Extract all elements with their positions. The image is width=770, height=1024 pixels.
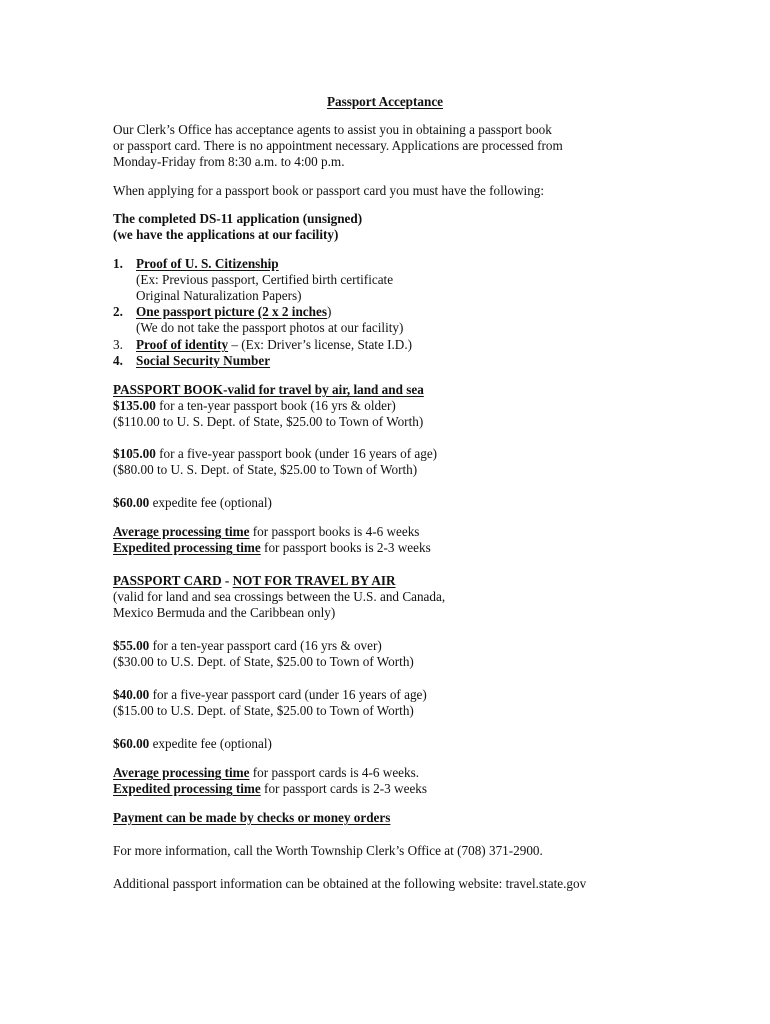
processing-label: Average processing time (113, 765, 250, 780)
price: $55.00 (113, 638, 150, 653)
card-description-1: (valid for land and sea crossings between the U.S. and Canada, (113, 589, 446, 604)
book-expedite-fee (113, 495, 272, 512)
book-heading: PASSPORT BOOK-valid for travel by air, land and sea (113, 382, 424, 397)
card-heading-separator: - (221, 573, 233, 588)
fee-description: for a ten-year passport book (16 yrs & older) (155, 398, 396, 413)
requirement-number: 1. (113, 256, 123, 271)
book-ten-year-fee (113, 398, 396, 415)
price: $60.00 (113, 495, 150, 510)
book-average-processing (113, 524, 419, 541)
intro-line-3: Monday-Friday from 8:30 a.m. to 4:00 p.m. (113, 154, 345, 169)
card-five-year-split: ($15.00 to U.S. Dept. of State, $25.00 to Town of Worth) (113, 703, 414, 718)
fee-description: for a five-year passport card (under 16 years of age) (149, 687, 427, 702)
fee-description: for a ten-year passport card (16 yrs & over) (149, 638, 382, 653)
requirement-1-note-2: Original Naturalization Papers) (136, 288, 302, 303)
book-five-year-split: ($80.00 to U. S. Dept. of State, $25.00 to Town of Worth) (113, 462, 418, 477)
card-expedite-fee (113, 736, 272, 753)
card-five-year-fee (113, 687, 427, 704)
book-ten-year-split: ($110.00 to U. S. Dept. of State, $25.00 to Town of Worth) (113, 414, 424, 429)
processing-label: Average processing time (113, 524, 250, 539)
card-average-processing (113, 765, 419, 782)
requirement-label: Social Security Number (136, 353, 271, 368)
card-heading-warning: NOT FOR TRAVEL BY AIR (232, 573, 396, 588)
processing-label: Expedited processing time (113, 781, 261, 796)
requirement-item-1 (113, 256, 279, 273)
requirement-1-note-1: (Ex: Previous passport, Certified birth certificate (136, 272, 394, 287)
book-expedited-processing (113, 540, 431, 557)
processing-description: for passport books is 4-6 weeks (249, 524, 420, 539)
page-title: Passport Acceptance (326, 94, 444, 109)
price: $40.00 (113, 687, 150, 702)
requirement-number: 4. (113, 353, 123, 368)
intro-line-2: or passport card. There is no appointment necessary. Applications are processed from (113, 138, 563, 153)
book-five-year-fee (113, 446, 437, 463)
processing-description: for passport cards is 2-3 weeks (260, 781, 428, 796)
requirement-item-2 (113, 304, 331, 321)
card-expedited-processing (113, 781, 427, 798)
requirement-label: One passport picture (2 x 2 inches (136, 304, 327, 319)
requirement-item-3 (113, 337, 412, 354)
requirement-suffix: ) (326, 304, 332, 319)
payment-note: Payment can be made by checks or money orders (113, 810, 391, 825)
requirement-number: 3. (113, 337, 123, 352)
fee-description: for a five-year passport book (under 16 years of age) (155, 446, 438, 461)
requirement-label: Proof of identity (136, 337, 229, 352)
requirement-label: Proof of U. S. Citizenship (136, 256, 279, 271)
requirement-suffix: – (Ex: Driver’s license, State I.D.) (228, 337, 413, 352)
processing-label: Expedited processing time (113, 540, 261, 555)
processing-description: for passport cards is 4-6 weeks. (249, 765, 420, 780)
price: $60.00 (113, 736, 150, 751)
processing-description: for passport books is 2-3 weeks (260, 540, 431, 555)
contact-info: For more information, call the Worth Township Clerk’s Office at (708) 371-2900. (113, 843, 543, 858)
price: $135.00 (113, 398, 156, 413)
requirement-number: 2. (113, 304, 123, 319)
card-heading (113, 573, 396, 590)
requirement-item-4 (113, 353, 270, 370)
intro-line-1: Our Clerk’s Office has acceptance agents to assist you in obtaining a passport book (113, 122, 552, 137)
requirements-intro: When applying for a passport book or passport card you must have the following: (113, 183, 545, 198)
card-ten-year-split: ($30.00 to U.S. Dept. of State, $25.00 to Town of Worth) (113, 654, 414, 669)
card-ten-year-fee (113, 638, 382, 655)
card-description-2: Mexico Bermuda and the Caribbean only) (113, 605, 336, 620)
requirement-2-note-1: (We do not take the passport photos at our facility) (136, 320, 404, 335)
website-info: Additional passport information can be obtained at the following website: travel.state.gov (113, 876, 587, 891)
price: $105.00 (113, 446, 156, 461)
fee-description: expedite fee (optional) (149, 495, 272, 510)
application-line-1: The completed DS-11 application (unsigned) (113, 211, 363, 226)
card-heading-title: PASSPORT CARD (113, 573, 222, 588)
application-line-2: (we have the applications at our facility) (113, 227, 339, 242)
fee-description: expedite fee (optional) (149, 736, 272, 751)
